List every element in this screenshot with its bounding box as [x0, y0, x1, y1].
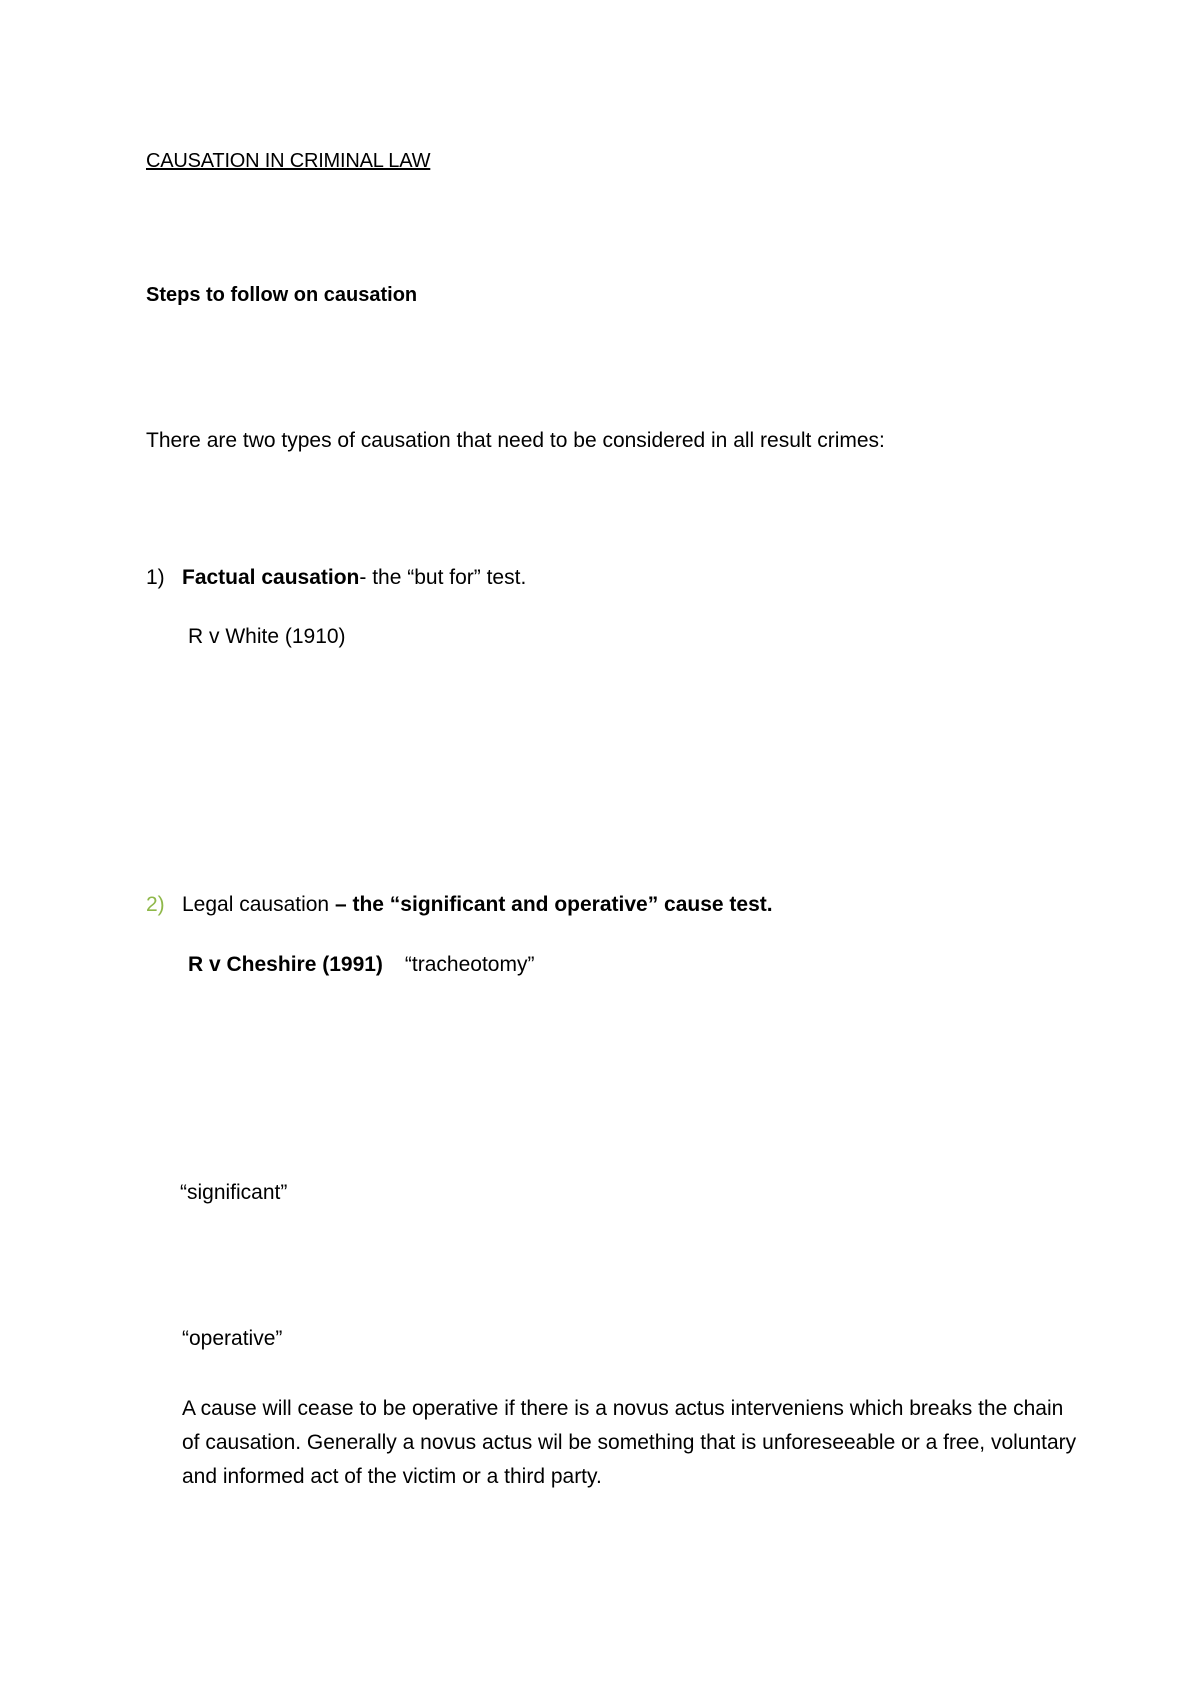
case-note: “tracheotomy” [404, 953, 535, 976]
list-item-factual-causation [146, 565, 526, 591]
list-item-legal-causation [146, 892, 773, 918]
list-item-label: Legal causation [182, 893, 330, 916]
list-number: 1) [146, 566, 165, 589]
term-significant: “significant” [180, 1181, 288, 1204]
document-title: CAUSATION IN CRIMINAL LAW [146, 150, 431, 172]
list-item-text: – the “significant and operative” cause test. [329, 893, 773, 916]
term-operative: “operative” [182, 1327, 283, 1350]
case-reference-cheshire [188, 952, 534, 978]
case-reference-white: R v White (1910) [188, 625, 346, 648]
intro-text: There are two types of causation that need to be considered in all result crimes: [146, 429, 885, 452]
list-number: 2) [146, 893, 165, 916]
list-item-text: - the “but for” test. [359, 566, 527, 589]
case-name: R v Cheshire (1991) [188, 953, 383, 976]
list-item-label: Factual causation [182, 566, 360, 589]
novus-actus-paragraph: A cause will cease to be operative if there is a novus actus interveniens which breaks the chain of causation. Generally a novus actus wil be something that is unforeseeable or a free, voluntary and informed act of the victim or a third party. [182, 1397, 1077, 1488]
section-heading: Steps to follow on causation [146, 284, 418, 306]
